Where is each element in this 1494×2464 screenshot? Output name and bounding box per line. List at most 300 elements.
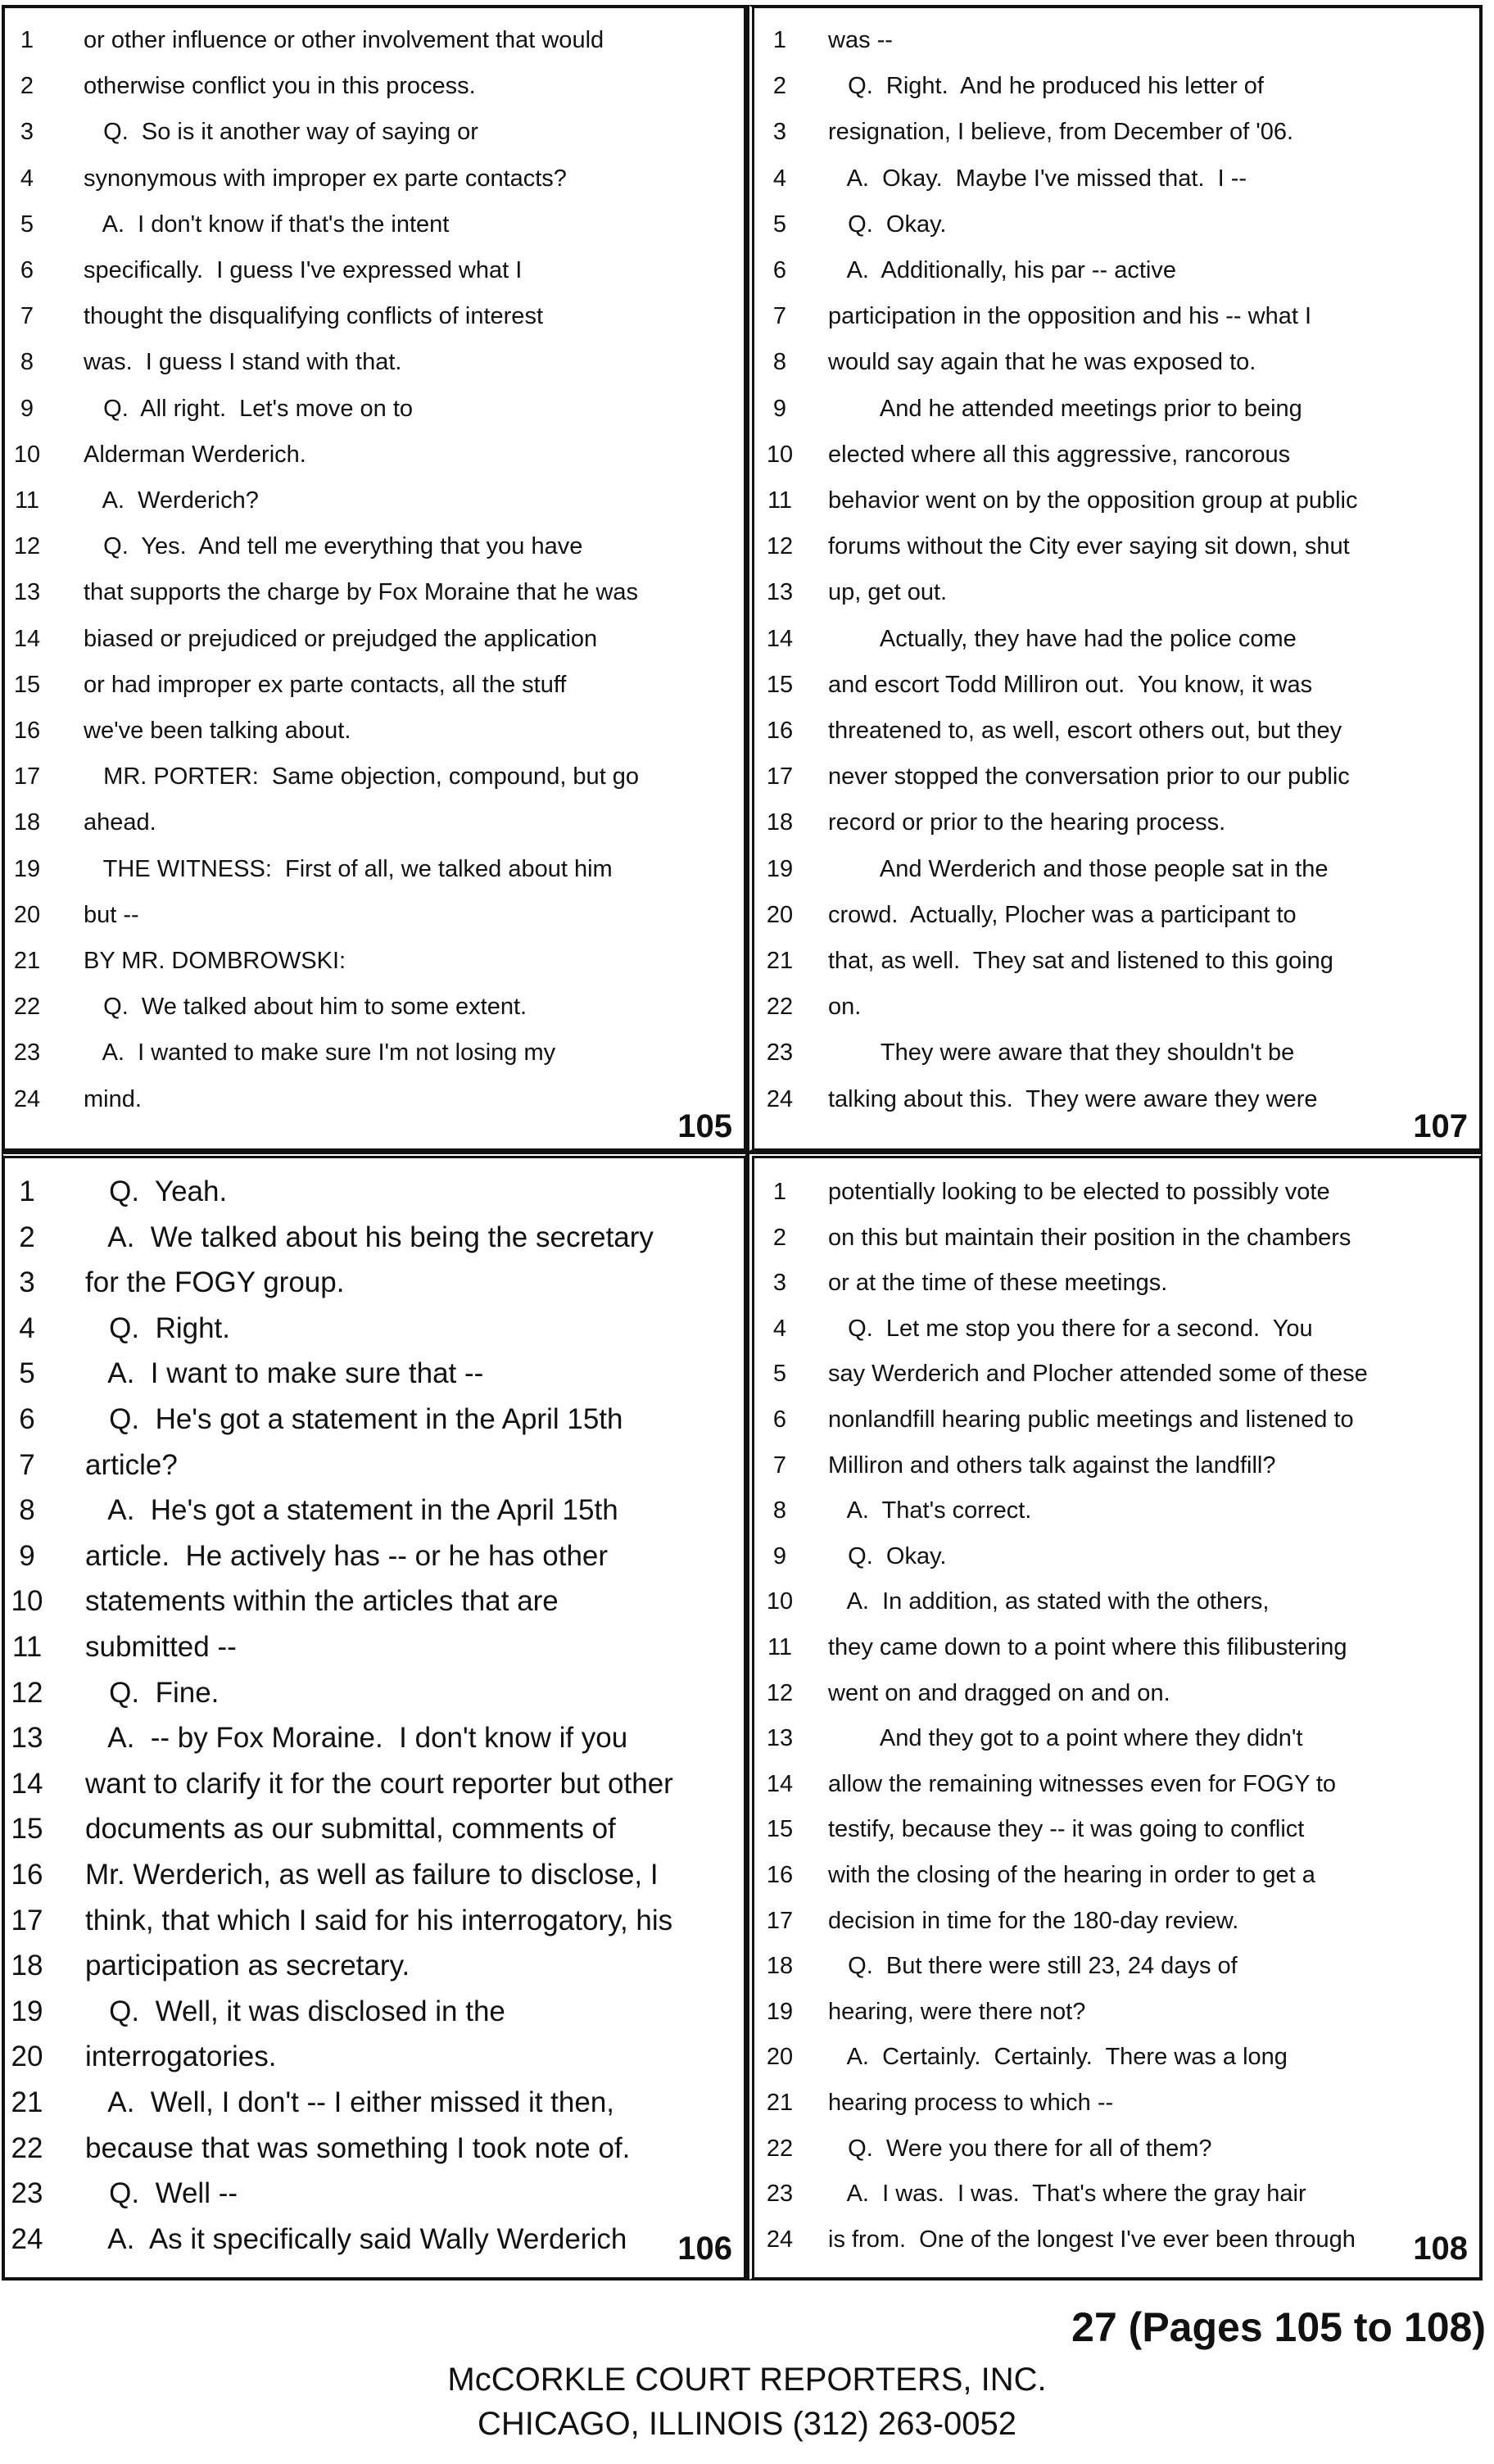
reporter-info: [0, 2358, 1494, 2446]
line-number: 8: [20, 349, 34, 376]
line-number: 11: [11, 1631, 43, 1663]
line-number: 23: [766, 1040, 794, 1067]
transcript-line: [754, 2035, 1479, 2079]
line-number: 6: [20, 257, 34, 283]
line-number: 15: [13, 671, 41, 698]
line-text: otherwise conflict you in this process.: [84, 73, 476, 100]
transcript-line: [5, 524, 744, 568]
line-number: 21: [766, 948, 794, 974]
transcript-line: [5, 2172, 744, 2216]
line-number: 3: [20, 119, 34, 146]
page-number: 107: [1413, 1108, 1468, 1144]
line-number: 6: [772, 1406, 787, 1433]
transcript-page-105: [2, 5, 747, 1152]
line-text: And they got to a point where they didn't: [828, 1725, 1303, 1752]
line-text: for the FOGY group.: [85, 1266, 345, 1299]
line-number: 16: [13, 718, 41, 744]
line-text: THE WITNESS: First of all, we talked about him: [84, 855, 613, 882]
line-text: was --: [828, 27, 893, 53]
line-text: went on and dragged on and on.: [828, 1679, 1170, 1706]
line-text: Q. All right. Let's move on to: [84, 395, 414, 422]
line-number: 12: [766, 1679, 794, 1706]
line-number: 14: [13, 625, 41, 652]
line-number: 16: [11, 1859, 43, 1891]
line-number: 15: [11, 1813, 43, 1846]
transcript-line: [5, 478, 744, 523]
line-number: 13: [13, 579, 41, 606]
line-text: hearing, were there not?: [828, 1998, 1086, 2025]
transcript-line: [754, 1261, 1479, 1305]
transcript-line: [754, 1944, 1479, 1988]
transcript-line: [754, 340, 1479, 384]
transcript-line: [5, 939, 744, 983]
line-text: say Werderich and Plocher attended some of these: [828, 1361, 1368, 1388]
company-name: McCORKLE COURT REPORTERS, INC.: [447, 2362, 1047, 2398]
transcript-line: [754, 754, 1479, 799]
line-text: specifically. I guess I've expressed what I: [84, 257, 523, 283]
line-number: 5: [19, 1357, 35, 1390]
line-text: we've been talking about.: [84, 718, 351, 744]
transcript-line: [754, 1671, 1479, 1715]
line-number: 11: [14, 487, 40, 514]
line-text: Q. Let me stop you there for a second. You: [828, 1315, 1313, 1342]
line-number: 24: [766, 2226, 794, 2253]
line-number: 3: [772, 119, 787, 146]
transcript-line: [754, 1762, 1479, 1806]
line-number: 24: [11, 2222, 43, 2255]
transcript-line: [5, 1716, 744, 1760]
line-number: 8: [19, 1494, 35, 1527]
transcript-line: [754, 1716, 1479, 1760]
transcript-line: [754, 1030, 1479, 1075]
transcript-line: [754, 1899, 1479, 1943]
transcript-line: [754, 1625, 1479, 1669]
company-contact: CHICAGO, ILLINOIS (312) 263-0052: [477, 2406, 1017, 2442]
line-number: 17: [766, 763, 794, 790]
line-text: biased or prejudiced or prejudged the application: [84, 625, 598, 652]
line-text: or other influence or other involvement that would: [84, 27, 604, 53]
line-text: A. Werderich?: [84, 487, 259, 514]
transcript-line: [5, 1170, 744, 1214]
line-number: 16: [766, 1862, 794, 1888]
transcript-line: [5, 1307, 744, 1351]
line-number: 6: [772, 257, 787, 283]
transcript-line: [754, 617, 1479, 661]
line-text: Q. He's got a statement in the April 15th: [85, 1403, 623, 1435]
line-text: Milliron and others talk against the landfill?: [828, 1452, 1276, 1479]
transcript-line: [754, 110, 1479, 154]
line-number: 9: [772, 1542, 787, 1569]
transcript-line: [5, 1899, 744, 1943]
transcript-line: [754, 1853, 1479, 1897]
line-text: and escort Todd Milliron out. You know, it was: [828, 671, 1313, 698]
transcript-line: [754, 2217, 1479, 2262]
transcript-line: [5, 709, 744, 753]
line-text: but --: [84, 901, 139, 928]
line-text: participation as secretary.: [85, 1950, 410, 1982]
line-text: hearing process to which --: [828, 2090, 1114, 2116]
line-number: 20: [11, 2040, 43, 2073]
line-number: 10: [766, 441, 794, 468]
line-text: interrogatories.: [85, 2040, 277, 2073]
line-number: 20: [766, 901, 794, 928]
line-text: record or prior to the hearing process.: [828, 809, 1226, 836]
line-text: up, get out.: [828, 579, 948, 606]
transcript-line: [754, 524, 1479, 568]
line-number: 22: [11, 2131, 43, 2164]
line-text: or had improper ex parte contacts, all the stuff: [84, 671, 567, 698]
line-number: 8: [772, 1497, 787, 1524]
transcript-line: [754, 1077, 1479, 1121]
line-number: 12: [766, 533, 794, 560]
line-number: 14: [766, 1770, 794, 1797]
line-number: 9: [20, 395, 34, 422]
transcript-line: [754, 1534, 1479, 1578]
line-number: 24: [766, 1085, 794, 1112]
line-number: 2: [20, 73, 34, 100]
line-text: Q. Yes. And tell me everything that you have: [84, 533, 583, 560]
transcript-line: [754, 1488, 1479, 1533]
transcript-line: [5, 617, 744, 661]
transcript-line: [5, 1534, 744, 1578]
transcript-line: [754, 800, 1479, 845]
transcript-line: [5, 1807, 744, 1851]
transcript-line: [5, 433, 744, 477]
transcript-line: [5, 1762, 744, 1806]
line-text: A. I don't know if that's the intent: [84, 211, 450, 238]
page-number: 108: [1413, 2231, 1468, 2267]
line-text: never stopped the conversation prior to our public: [828, 763, 1350, 790]
line-number: 7: [19, 1448, 35, 1481]
line-text: documents as our submittal, comments of: [85, 1813, 616, 1846]
transcript-line: [754, 387, 1479, 431]
transcript-line: [5, 248, 744, 292]
line-number: 19: [11, 1995, 43, 2027]
transcript-line: [754, 985, 1479, 1029]
line-text: because that was something I took note of.: [85, 2131, 631, 2164]
line-number: 2: [772, 1224, 787, 1251]
line-text: Alderman Werderich.: [84, 441, 306, 468]
transcript-line: [754, 248, 1479, 292]
line-number: 22: [13, 994, 41, 1021]
line-text: Q. Well, it was disclosed in the: [85, 1995, 505, 2027]
transcript-line: [5, 1443, 744, 1488]
line-text: article. He actively has -- or he has other: [85, 1539, 609, 1572]
line-number: 5: [772, 211, 787, 238]
line-text: Q. Were you there for all of them?: [828, 2135, 1212, 2162]
line-number: 4: [772, 1315, 787, 1342]
transcript-line: [754, 663, 1479, 707]
transcript-page-106: [2, 1152, 747, 2281]
line-number: 21: [13, 948, 41, 974]
transcript-line: [5, 1352, 744, 1396]
transcript-line: [754, 478, 1479, 523]
line-text: Q. Okay.: [828, 1542, 947, 1569]
line-text: Q. Yeah.: [85, 1175, 228, 1207]
transcript-line: [754, 202, 1479, 247]
transcript-line: [754, 1807, 1479, 1851]
transcript-line: [754, 709, 1479, 753]
line-text: on this but maintain their position in the chambers: [828, 1224, 1351, 1251]
line-text: A. Okay. Maybe I've missed that. I --: [828, 165, 1247, 192]
line-number: 11: [767, 1634, 793, 1660]
line-text: allow the remaining witnesses even for FOGY to: [828, 1770, 1337, 1797]
line-text: that supports the charge by Fox Moraine that he was: [84, 579, 639, 606]
transcript-line: [754, 893, 1479, 937]
transcript-page-107: [747, 5, 1483, 1152]
line-text: resignation, I believe, from December of '06.: [828, 119, 1294, 146]
transcript-line: [5, 1030, 744, 1075]
line-text: participation in the opposition and his -- what I: [828, 303, 1312, 330]
line-number: 4: [19, 1311, 35, 1344]
line-text: A. I wanted to make sure I'm not losing my: [84, 1040, 556, 1067]
line-number: 4: [772, 165, 787, 192]
transcript-line: [5, 1944, 744, 1988]
line-text: MR. PORTER: Same objection, compound, but go: [84, 763, 640, 790]
line-number: 20: [13, 901, 41, 928]
line-number: 15: [766, 671, 794, 698]
line-number: 11: [767, 487, 793, 514]
line-number: 17: [766, 1907, 794, 1934]
line-text: Q. Right.: [85, 1311, 230, 1344]
line-number: 17: [11, 1904, 43, 1936]
line-number: 15: [766, 1816, 794, 1843]
line-number: 9: [19, 1539, 35, 1572]
line-text: on.: [828, 994, 862, 1021]
line-text: threatened to, as well, escort others out, but they: [828, 718, 1342, 744]
line-text: is from. One of the longest I've ever been through: [828, 2226, 1356, 2253]
transcript-line: [5, 294, 744, 338]
line-number: 23: [766, 2181, 794, 2208]
line-number: 5: [20, 211, 34, 238]
line-number: 1: [772, 27, 787, 53]
line-text: with the closing of the hearing in order to get a: [828, 1862, 1315, 1888]
line-number: 1: [19, 1175, 35, 1207]
line-text: think, that which I said for his interrogatory, his: [85, 1904, 673, 1936]
line-number: 10: [13, 441, 41, 468]
line-number: 6: [19, 1403, 35, 1435]
transcript-line: [5, 1579, 744, 1624]
transcript-line: [5, 1077, 744, 1121]
line-text: BY MR. DOMBROWSKI:: [84, 948, 346, 974]
line-number: 21: [11, 2086, 43, 2118]
line-text: Q. We talked about him to some extent.: [84, 994, 527, 1021]
line-text: A. Certainly. Certainly. There was a long: [828, 2044, 1288, 2071]
line-number: 18: [766, 809, 794, 836]
line-text: Q. So is it another way of saying or: [84, 119, 478, 146]
line-text: Q. Well --: [85, 2177, 238, 2210]
line-number: 13: [766, 579, 794, 606]
transcript-line: [5, 663, 744, 707]
line-text: Q. Fine.: [85, 1676, 220, 1709]
line-text: A. -- by Fox Moraine. I don't know if you: [85, 1722, 628, 1755]
transcript-line: [754, 1397, 1479, 1442]
transcript-line: [5, 2035, 744, 2079]
transcript-line: [754, 1443, 1479, 1488]
transcript-line: [5, 800, 744, 845]
line-text: Actually, they have had the police come: [828, 625, 1297, 652]
transcript-line: [5, 1990, 744, 2034]
page-range-summary: 27 (Pages 105 to 108): [1071, 2304, 1486, 2350]
transcript-line: [754, 1352, 1479, 1396]
line-text: A. That's correct.: [828, 1497, 1032, 1524]
transcript-line: [5, 156, 744, 201]
line-text: that, as well. They sat and listened to this going: [828, 948, 1333, 974]
transcript-line: [5, 1853, 744, 1897]
line-text: they came down to a point where this filibustering: [828, 1634, 1347, 1660]
transcript-line: [5, 1488, 744, 1533]
line-text: potentially looking to be elected to possibly vote: [828, 1179, 1330, 1205]
line-number: 14: [766, 625, 794, 652]
line-text: Mr. Werderich, as well as failure to disclose, I: [85, 1859, 659, 1891]
line-text: was. I guess I stand with that.: [84, 349, 402, 376]
transcript-line: [5, 893, 744, 937]
line-text: And he attended meetings prior to being: [828, 395, 1302, 422]
line-text: decision in time for the 180-day review.: [828, 1907, 1239, 1934]
transcript-line: [754, 1579, 1479, 1624]
line-number: 19: [766, 1998, 794, 2025]
line-number: 18: [11, 1950, 43, 1982]
line-number: 18: [13, 809, 41, 836]
line-number: 7: [20, 303, 34, 330]
line-text: A. We talked about his being the secretary: [85, 1221, 654, 1253]
line-number: 23: [11, 2177, 43, 2210]
line-text: nonlandfill hearing public meetings and listened to: [828, 1406, 1354, 1433]
line-number: 9: [772, 395, 787, 422]
line-number: 23: [13, 1040, 41, 1067]
line-text: or at the time of these meetings.: [828, 1270, 1168, 1297]
line-text: forums without the City ever saying sit down, shut: [828, 533, 1350, 560]
line-text: mind.: [84, 1085, 142, 1112]
transcript-line: [5, 2127, 744, 2171]
line-text: A. I was. I was. That's where the gray hair: [828, 2181, 1306, 2208]
transcript-line: [5, 202, 744, 247]
transcript-line: [5, 2081, 744, 2125]
transcript-line: [754, 939, 1479, 983]
transcript-line: [754, 2172, 1479, 2216]
line-number: 10: [766, 1588, 794, 1615]
transcript-line: [5, 1397, 744, 1442]
line-text: ahead.: [84, 809, 156, 836]
line-text: article?: [85, 1448, 178, 1481]
line-text: crowd. Actually, Plocher was a participant to: [828, 901, 1297, 928]
transcript-line: [754, 1990, 1479, 2034]
line-number: 3: [772, 1270, 787, 1297]
transcript-line: [5, 110, 744, 154]
transcript-line: [5, 64, 744, 108]
line-text: And Werderich and those people sat in the: [828, 855, 1329, 882]
line-number: 4: [20, 165, 34, 192]
line-text: behavior went on by the opposition group at public: [828, 487, 1358, 514]
line-number: 2: [19, 1221, 35, 1253]
transcript-line: [5, 570, 744, 614]
page-number: 106: [677, 2231, 732, 2267]
line-number: 8: [772, 349, 787, 376]
line-number: 24: [13, 1085, 41, 1112]
line-text: talking about this. They were aware they were: [828, 1085, 1318, 1112]
line-number: 21: [766, 2090, 794, 2116]
transcript-line: [754, 847, 1479, 891]
line-text: want to clarify it for the court reporter but other: [85, 1767, 673, 1800]
line-number: 16: [766, 718, 794, 744]
line-number: 13: [11, 1722, 43, 1755]
transcript-line: [5, 985, 744, 1029]
transcript-line: [754, 1216, 1479, 1260]
line-number: 10: [11, 1585, 43, 1618]
line-text: A. In addition, as stated with the others,: [828, 1588, 1270, 1615]
transcript-line: [754, 2081, 1479, 2125]
line-number: 22: [766, 994, 794, 1021]
transcript-line: [754, 570, 1479, 614]
transcript-line: [754, 1170, 1479, 1214]
line-number: 1: [20, 27, 34, 53]
line-number: 5: [772, 1361, 787, 1388]
line-text: Q. Okay.: [828, 211, 947, 238]
transcript-line: [5, 1216, 744, 1260]
line-text: testify, because they -- it was going to conflict: [828, 1816, 1305, 1843]
transcript-line: [5, 387, 744, 431]
transcript-line: [754, 2127, 1479, 2171]
line-text: Q. Right. And he produced his letter of: [828, 73, 1264, 100]
line-text: synonymous with improper ex parte contacts?: [84, 165, 567, 192]
transcript-line: [5, 847, 744, 891]
transcript-line: [754, 64, 1479, 108]
transcript-line: [5, 2217, 744, 2262]
line-number: 17: [13, 763, 41, 790]
transcript-line: [754, 1307, 1479, 1351]
line-number: 19: [766, 855, 794, 882]
transcript-line: [754, 18, 1479, 62]
transcript-line: [5, 340, 744, 384]
line-number: 20: [766, 2044, 794, 2071]
line-number: 7: [772, 303, 787, 330]
line-text: A. He's got a statement in the April 15th: [85, 1494, 618, 1527]
transcript-line: [5, 1261, 744, 1305]
line-text: A. Additionally, his par -- active: [828, 257, 1176, 283]
line-number: 14: [11, 1767, 43, 1800]
transcript-line: [754, 433, 1479, 477]
transcript-line: [5, 754, 744, 799]
line-number: 13: [766, 1725, 794, 1752]
transcript-page-108: [747, 1152, 1483, 2281]
transcript-line: [754, 156, 1479, 201]
transcript-line: [5, 1625, 744, 1669]
line-number: 12: [13, 533, 41, 560]
line-number: 19: [13, 855, 41, 882]
line-text: thought the disqualifying conflicts of interest: [84, 303, 543, 330]
line-text: elected where all this aggressive, rancorous: [828, 441, 1291, 468]
transcript-line: [5, 18, 744, 62]
line-text: A. As it specifically said Wally Werderich: [85, 2222, 627, 2255]
line-number: 3: [19, 1266, 35, 1299]
line-number: 18: [766, 1953, 794, 1980]
line-text: A. I want to make sure that --: [85, 1357, 484, 1390]
line-number: 2: [772, 73, 787, 100]
line-text: They were aware that they shouldn't be: [828, 1040, 1295, 1067]
line-number: 22: [766, 2135, 794, 2162]
page-number: 105: [677, 1108, 732, 1144]
line-number: 1: [772, 1179, 787, 1205]
transcript-line: [5, 1671, 744, 1715]
line-text: statements within the articles that are: [85, 1585, 559, 1618]
line-text: would say again that he was exposed to.: [828, 349, 1256, 376]
transcript-line: [754, 294, 1479, 338]
line-text: Q. But there were still 23, 24 days of: [828, 1953, 1238, 1980]
line-text: A. Well, I don't -- I either missed it then,: [85, 2086, 615, 2118]
line-text: submitted --: [85, 1631, 237, 1663]
line-number: 7: [772, 1452, 787, 1479]
line-number: 12: [11, 1676, 43, 1709]
